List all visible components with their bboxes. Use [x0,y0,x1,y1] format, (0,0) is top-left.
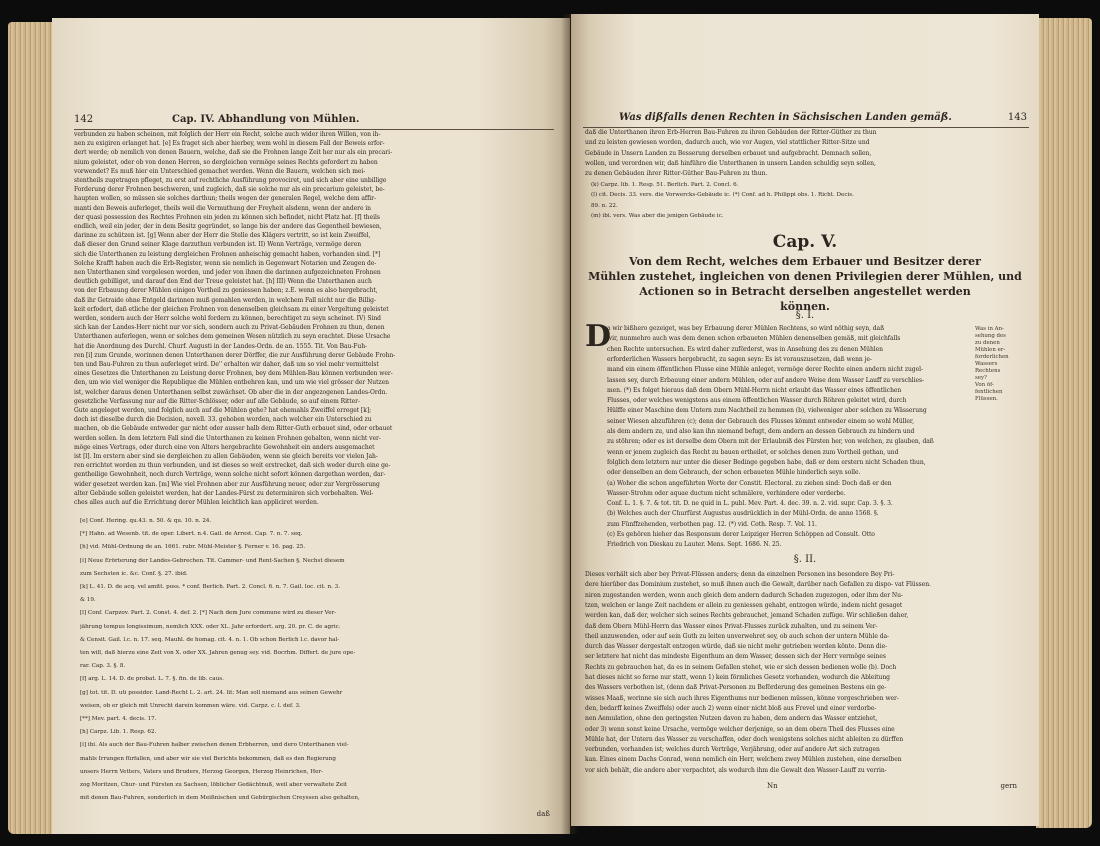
right-page [571,14,1039,826]
text-line: nen zu exigiren erlanget hat. [e] Es fraget sich aber hierbey, wem wohl in diesem Fall der Beweis erfor- [74,140,385,148]
open-book [8,8,1092,838]
text-line: Wasser-Strohm oder aquae ductum nicht schmälere, verhindere oder verderbe. [607,489,846,497]
text-line: [l] Conf. Carpzov. Part. 2. Const. 4. def. 2. [*] Nach dem Jure commune wird zu dieser Ver- [80,610,337,617]
text-line: erforderlichen Wassers hergebracht, zu sagen seyn: Es ist vorauszusetzen, daß wenn je- [607,355,872,363]
left-page [52,18,570,834]
text-line: Wassers [975,361,998,367]
text-line: als dem andern zu, und also kan ihn niemand befugt, dem andern an dessen Gebrauch zu hindern und [607,428,915,435]
text-line: wisses Maaß, worinne sie sich auch ihres Eigenthums nur bedienen müssen, könne vorgeschrieben wer- [585,694,899,702]
text-line: niren zugestanden werden, wenn auch gleich dem andern dadurch Schaden zugezogen, oder ihm der Nu- [585,591,903,599]
text-line: Gute angeleget werden, und folglich auch auf die Mühlen gehe? hat ehemahls Zweiffel erreget [k]; [74,407,372,414]
text-line: ist [l]. Im erstern aber sind sie dergleichen zu allen Gebäuden, wenn sie gleich bereits vor vielen Jah- [74,453,378,460]
text-line: doch ist dieselbe durch die Decision, novell. 33. gehoben worden, nach welcher ein Unterschied zu [74,416,372,424]
text-line: nen Aemulation, ohne den geringsten Nutzen davon zu haben, dem andern das Wasser entziehet, [585,715,878,723]
text-line: Von öf- [975,382,994,388]
text-line: [i] ibi. Als auch der Bau-Fuhren halber zwischen denen Erbherren, und dero Unterthanen viel- [80,742,349,749]
text-line: ist, welcher daraus denen Unterthanen selbst zuwächset. Ob aber die in der angezogenen Landes-Ordn. [74,388,388,396]
text-line: wir, nunmehro auch was dem denen schon erbaueten Mühlen denenselben gemäß, mit gleichfalls [607,335,901,343]
signature-mark: Nn [767,782,778,790]
right-page-number: 143 [1007,112,1027,123]
text-line: verbunden zu haben scheinen, mit folglich der Herr ein Recht, solche auch wider ihren Willen, von ih- [74,131,381,138]
chapter-heading-line: können. [780,300,830,313]
text-line: (a) Woher die schon angeführten Worte der Constit. Electoral. zu ziehen sind: Doch daß er den [607,479,892,487]
text-line: 89. n. 22. [591,202,618,209]
text-line: & Censit. Gail. l.c. n. 17. seq. Mauhl. de homag. cit. 4. n. 1. Ob schon Berlich l.c. davor hal- [80,636,340,643]
left-catchword: daß [536,810,550,818]
text-line: werden sollen. In dem letztern Fall sind die Unterthanen zu keinen Frohnen gehalten, wenn nicht ver- [74,434,381,442]
text-line: [g] tot. tit. D. uti possider. Land-Recht L. 2. art. 24. lit: Man soll niemand aus seinen Gewehr [80,689,343,696]
text-line: ser letztere hat nicht das mindeste Eigenthum an dem Wasser, dessen sich der Herr vermöge seines [585,653,886,661]
text-line: ten will, daß hierzu eine Zeit von X. oder XX. Jahren genug sey. vid. Bocrhm. Differt. de jure ope- [80,650,356,656]
text-line: sehung des [975,333,1006,339]
text-line: [e] Conf. Hering. qu.43. n. 50. & qu. 10. n. 24. [80,518,212,524]
text-line: daß dieser den Grund seiner Klage darzuthun verbunden ist. II) Wenn Verträge, vermöge deren [74,241,362,249]
text-line: oder 3) wenn sonst keine Ursache, vermöge welcher derjenige, so an dem obern Theil des Flusses eine [585,725,895,733]
text-line: vor sich behält, die andere aber verpachtet, als wodurch ihm die Gewalt den Wasser-Lauff zu verrin- [585,766,887,774]
section-2-text [585,570,1023,780]
left-page-number: 142 [74,114,94,125]
left-page-stack [8,22,54,834]
chapter-heading-line: Von dem Recht, welches dem Erbauer und Besitzer derer [629,255,981,268]
text-line: Unterthanen auferlegen, wenn er solches dem gemeinen Wesen nützlich zu seyn erachtet. Diese Ursache [74,333,391,341]
text-line: [i] Neue Erörterung der Landes-Gebrechen. Tit. Cammer- und Rent-Sachen §. Nechst diesem [80,557,345,564]
text-line: [*] Hahn. ad Wesenb. tit. de oper. Libert. n.4. Gail. de Arrest. Cap. 7. n. 7. seq. [80,531,303,538]
text-line: stentheils zugetragen pfleget, zu erst auf rechtliche Ausführung provociret, und sich aber eine unbillige [74,177,387,184]
text-line: Mühle hat, der Untern das Wasser zu verschaffen, oder doch wenigstens solches nicht ableiten zu dürffen [585,735,904,743]
text-line: mahls Irrungen fürfallen, und aber wir sie viel Berichts bekommen, daß es den Regierung [80,755,336,762]
text-line: Conf. L. 1. §. 7. & tot. tit. D. ne quid in L. publ. Mev. Part. 4. dec. 39. n. 2. vid. supr. Cap. 3. §. 3. [607,500,893,508]
text-line: ten und Bau-Fuhren zu thun auferleget wird. De'' erhalten wir daher, daß um so viel mehr vermittelst [74,361,379,368]
text-line: deutlich gebilliget, und darauf den End der Treue geleistet hat. [h] III) Wenn die Unterthanen auch [74,278,372,286]
text-line: fentlichen [975,389,1003,395]
text-line: und zu leisten gewiesen worden, dadurch auch, wie vor Augen, viel stattlicher Ritter-Sitze und [585,139,870,147]
text-line: (m) ibi. vers. Was aber die jenigen Gebäude ic. [591,212,724,219]
text-line: wenn er jenem zugleich das Recht zu bauen ertheilet, er solches denen zum Vortheil gethan, und [607,448,899,456]
text-line: (c) Es gehören hieher das Responsum derer Leipziger Herren Schöppen ad Consult. Otto [607,531,875,538]
text-line: forderlichen [975,354,1009,360]
text-line: zum Fünffzehenden, verbothen pag. 12. (*) vid. Coth. Resp. 7. Vol. 11. [607,520,817,528]
text-line: [h] vid. Mühl-Ordnung de an. 1661. rubr. Mühl-Meister §. Ferner v. 16. pag. 25. [80,544,306,551]
left-running-head: Cap. IV. Abhandlung von Mühlen. [172,114,360,125]
text-line: gentheilige Gewohnheit, noch durch Verträge, wenn solche nicht sofort können dargethan werden, dar- [74,471,386,479]
left-body-text [74,130,552,560]
text-line: nen Unterthanen sind vorgelesen worden, und jeder von ihnen die darinnen aufgezeichneten Frohnen [74,269,381,276]
text-line: (b) Welches auch der Churfürst Augustus ausdrücklich in der Mühl-Ordn. de anno 1568. §. [607,510,879,518]
text-line: Hülffe einer Maschine dem Untern zum Nachtheil zu hemmen (b), vielweniger aber solchen zu Wässerung [607,407,927,415]
text-line: dert werde; ob nemlich von denen Bauern, welche, daß sie die Frohnen lange Zeit her nur als ein precari- [74,149,392,157]
text-line: lassen sey, durch Erbauung einer andern Mühlen, oder auf andere Weise dem Wasser Lauff zu verschlies- [607,376,925,384]
chapter-heading [579,254,1031,318]
text-line: den, bedarff keines Zweiffels) oder auch 2) wenn einer nicht bloß aus Frevel und einer verdorbe- [585,704,877,712]
text-line: a wir bißhero gezeiget, was bey Erbauung derer Mühlen Rechtens, so wird nöthig seyn, daß [607,325,885,332]
text-line: mand ein einem öffentlichen Flusse eine Mühle anleget, vermöge derer Rechte einen andern nicht zugel- [607,366,923,374]
right-intro-text [585,128,1015,182]
text-line: durch das Wasser dergestalt entzogen würde, daß sie nicht mehr getrieben werden könte. Denn die- [585,643,888,651]
text-line: möge eines Vertrags, oder durch eine von Alters hergebrachte Gewohnheit ein anders ausgemachet [74,443,375,451]
section-1-text [607,324,973,552]
text-line: von der Erbauung derer Mühlen einigen Vortheil zu geniessen haben; z.E. wenn es also hergebracht, [74,287,378,295]
text-line: sey? [975,375,987,381]
text-line: ren errichtet worden zu thun verbunden, und ist dieses so weit erstrecket, daß sich weder durch eine ge- [74,462,391,470]
text-line: sich kan der Landes-Herr nicht nur vor sich, sondern auch zu Privat-Gebäuden Frohnen zu thun, denen [74,324,385,332]
text-line: nium geleistet, oder ob von denen Herren, so dergleichen vermöge seines Rechts gefordert zu haben [74,158,378,166]
text-line: des Wassers verbothen ist, (denn daß Privat-Personen zu Beförderung des gemeinen Bestens ein ge- [585,684,887,692]
text-line: daß die Unterthanen ihren Erb-Herren Bau-Fuhren zu ihren Gebäuden der Ritter-Güther zu thun [585,129,877,136]
text-line: ren [i] zum Grunde, worinnen denen Unterthanen derer Dörffer, die zur Ausführung derer Gebäude Frohn- [74,351,396,359]
text-line: men. (*) Es folget hieraus daß dem Obern Mühl-Herrn nicht erlaubt das Wasser eines öffentlichen [607,386,902,394]
text-line: Dieses verhält sich aber bey Privat-Flüssen anders; denn da einzelnen Personen ins besondere Bey Pri- [585,571,895,578]
text-line: darinne zu schützen ist. [g] Wenn aber der Herr die Stelle des Klägers vertritt, so ist kein Zweiffel, [74,232,371,240]
left-footnotes [80,516,548,826]
text-line: oder denselben an dem Gebrauch, der schon erbaueten Mühle hinderlich seyn solle. [607,469,861,477]
text-line: wollen, und verordnen wir, daß hinführo die Unterthanen in unsern Landen schuldig seyn sollen, [585,159,876,167]
chapter-title: Cap. V. [772,232,838,252]
text-line: Friedrich von Dieskau zu Lauter. Mens. Sept. 1686. N. 25. [607,541,782,549]
text-line: Solche Krafft haben auch die Erb-Register, wenn sie nemlich in Gegenwart Notarien und Zeugen de- [74,259,377,267]
right-running-head: Was dißfalls denen Rechten in Sächsischen Landen gemäß. [619,112,952,123]
text-line: Rechtens [975,368,1001,374]
text-line: verbunden, vorhanden ist; welches durch Verträge, Verjährung, oder auf andere Art sich zutragen [585,746,880,754]
right-page-stack [1036,18,1092,828]
text-line: (k) Carpz. lib. 1. Resp. 51. Berlich. Part. 2. Concl. 6. [591,182,739,188]
text-line: eines Gesetzes die Unterthanen zu Leistung derer Frohnen, bey dem Mühlen-Bau können verbunden wer- [74,370,393,378]
text-line: Flüssen. [975,396,998,402]
text-line: gesetzliche Verfassung nur auf die Ritter-Schlösser, oder auf alle Gebäude, so auf einem Ritter- [74,397,360,405]
margin-notes [975,326,1025,426]
text-line: unsers Herrn Vetters, Vaters und Bruders, Herzog Georgen, Herzog Heinrichen, Her- [80,768,323,775]
text-line: folglich dem letztern nur unter die dieser Bedinge gegeben habe, daß er dem erstern nicht Schaden thun, [607,458,926,466]
text-line: theil anzuwenden, oder auf sein Guth zu leiten unverwehret sey, ob auch schon der untern Mühle da- [585,632,889,640]
text-line: (l) cit. Decis. 33. vers. die Vorwercks-Gebäude ic. (*) Conf. ad h. Philippi obs. 1. Richt. Decis. [591,192,854,199]
text-line: [**] Mev. part. 4. decis. 17. [80,716,157,722]
text-line: [h] Carpz. Lib. 1. Resp. 62. [80,729,157,736]
text-line: Flusses, oder welches wenigstens aus einem öffentlichen Wasser durch Röhren geleitet wird, durch [607,397,907,405]
text-line: Gebäude in Unsern Landen zu Besserung derselben erbauet und aufgebracht. Demnach sollen, [585,149,872,157]
text-line: hat die Anordnung des Durchl. Churf. Augusti in der Landes-Ordn. de an. 1555. Tit. Von Bau-Fuh- [74,342,368,350]
text-line: ches alles auch auf die Errichtung derer Mühlen leichtlich kan appliciret werden. [74,499,319,506]
text-line: seiner Wiesen abzuführen (c); denn der Gebrauch des Flusses kömmt entweder einem so wohl Müller, [607,417,914,425]
text-line: hat dieses nicht so ferne nur statt, wenn 1) kein förmliches Gesetz vorhanden, wodurch die Ableitung [585,674,890,681]
text-line: manti den Beweis auferleget, theils weil die Vermuthung der Freyheit alsdenn, wenn der andere in [74,204,371,212]
text-line: alter Gebäude sollen geleistet werden, hat der Landes-Fürst zu determiniren sich vorbehalten. Wel- [74,489,374,497]
text-line: den, um wie viel weniger die Republique die Mühlen entbehren kan, und um wie viel grösser der Nutzen [74,379,389,387]
text-line: machen, ob die Gebäude entweder gar nicht oder ausser halb dem Ritter-Guth erbauet sind, oder erbauet [74,425,393,433]
text-line: chen Rechte untersuchen. Es wird daher zuförderst, was in Ansehung des zu denen Mühlen [607,345,883,353]
text-line: jährung tempus longissimum, nemlich XXX. oder XL. Jahr erfordert. arg. 20. pr. C. de agric. [80,623,341,630]
text-line: rar. Cap. 3. §. 8. [80,663,126,670]
chapter-heading-line: Mühlen zustehet, ingleichen von denen Privilegien derer Mühlen, und [588,270,1022,283]
text-line: zum Sechsten ic. &c. Conf. §. 27. ibid. [80,570,188,577]
right-catchword: gern [1000,782,1017,790]
right-intro-notes [591,180,1021,224]
text-line: zog Moritzen, Chur- und Fürsten zu Sachsen, löblicher Gedächtnuß, weil aber verwaltete Zeit [80,782,348,788]
text-line: werden, sondern auch der Herr solche wohl fordern zu können, berechtiget zu seyn scheinet. IV) Sind [74,315,381,322]
text-line: Rechts zu gebrauchen hat, da es in seinem Gefallen stehet, wie er sich dessen bedienen wolle (b). Doch [585,663,897,671]
section-2-label: §. II. [793,554,817,565]
text-line: daß ihr Getraide ohne Entgeld darinnen muß gemahlen werden, in welchem Fall nicht nur die Billig- [74,296,376,304]
drop-cap-initial: D [585,319,612,354]
text-line: zu stöhren; oder es ist derselbe dem Obern mit der Erlaubniß des Fürsten her, von welchen, zu glauben, daß [607,438,934,446]
text-line: werden kan, daß der, welcher sich seines Rechts gebrauchet, jemand Schaden zufüge. Wir schließen daher, [585,612,909,620]
text-line: zu denen Gebäuden ihrer Ritter-Güther Bau-Fuhren zu thun. [585,170,768,178]
text-line: dere hierüber das Dominium zustehet, so muß ihnen auch die Gewalt, darüber nach Gefallen zu dispo- vat Flüssen. [585,581,931,589]
text-line: zu denen [975,340,1000,346]
text-line: wider gesetzet werden kan. [m] Wie viel Frohnen aber zur Ausführung neuer, oder zur Vergrösserung [74,480,380,488]
text-line: Mühlen er- [975,347,1006,353]
text-line: Was in An- [975,326,1004,332]
text-line: mit denen Bau-Fuhren, sonderlich in dem Meißnischen und Gebürgischen Creyssen also gehalten, [80,795,360,802]
text-line: Forderung derer Frohnen beschweren, und zugleich, daß sie solche nur als ein precarium geleistet, be- [74,186,385,194]
text-line: sich die Unterthanen zu leistung dergleichen Frohnen anheischig gemacht haben, vorhanden sind. [*] [74,250,381,258]
section-1-label: §. I. [795,310,815,321]
text-line: endlich, weil ein jeder, der in dem Besitz gegründet, so lange bis der andere das Gegentheil bewiesen, [74,223,382,230]
text-line: daß dem Obern Mühl-Herrn das Wasser eines Privat-Flusses zurück zuhalten, und zu seinem Ver- [585,622,878,630]
text-line: & 19. [80,597,96,604]
text-line: haupten wollen, so müssen sie solches darthun; theils wegen der generalen Regel, welche dem affir- [74,195,376,203]
text-line: weisen, ob er gleich mit Unrecht darein kommen wäre. vid. Carpz. c. l. def. 3. [80,702,301,709]
text-line: [f] arg. L. 14. D. de probat. L. 7. §. fin. de lib. caus. [80,676,224,683]
chapter-heading-line: Actionen so in Betracht derselben angestellet werden [639,285,971,298]
text-line: keit erfodert, daß etliche der gleichen Frohnen von denenselben gleichsam zu einer Vergeltung geleistet [74,305,389,313]
text-line: der quasi possession des Rechtes Frohnen ein jeden zu können sich befindet, nicht Platz hat. [f] theils [74,213,380,221]
text-line: tzen, welchen er lange Zeit nachdem er allein zu geniessen gehabt, entzogen würde, indem nicht gesaget [585,601,903,609]
text-line: [k] L. 41. D. de acq. vel amitt. poss. * conf. Berlich. Part. 2. Concl. 6. n. 7. Gail. loc. cit. n. 3. [80,584,340,590]
text-line: kan. Eines einem Dachs Conrad, wenn nemlich ein Herr, welchem zwey Mühlen zustehen, eine derselben [585,756,902,764]
text-line: vorwendet? Es muß hier ein Unterschied gemachet werden. Wenn die Bauern, welchen sich mei- [74,167,366,175]
